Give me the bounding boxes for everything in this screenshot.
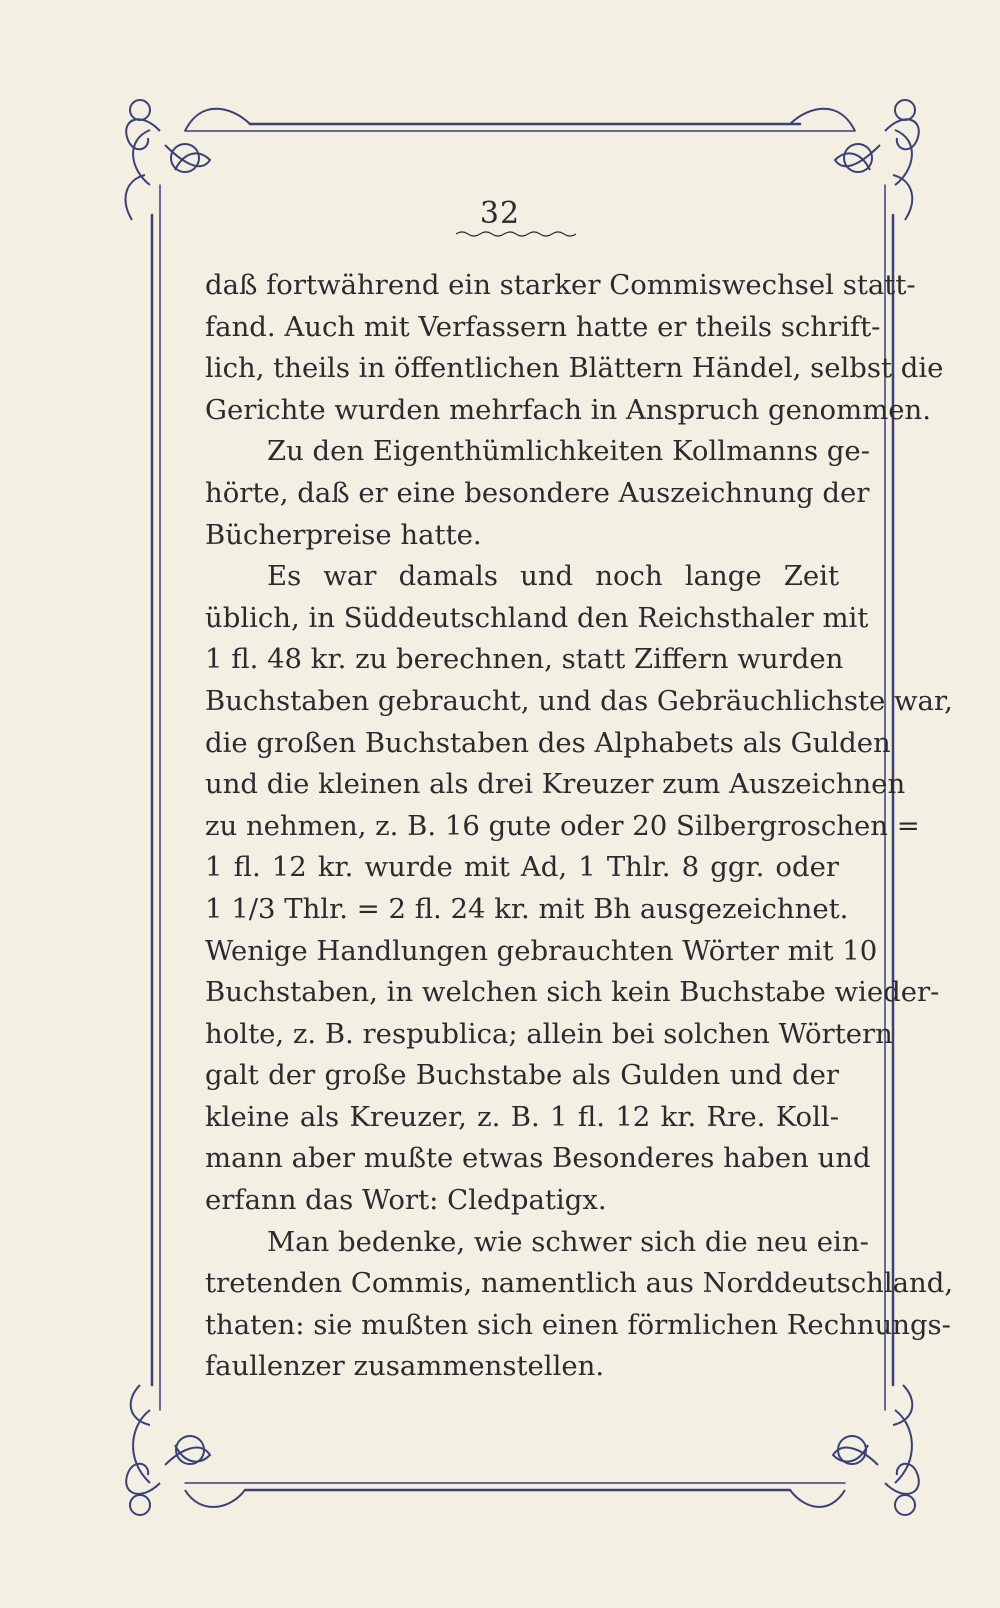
text-line: 1 fl. 48 kr. zu berechnen, statt Ziffern wurden — [205, 643, 844, 676]
page-number-flourish — [456, 232, 576, 236]
body-text — [205, 265, 954, 1388]
text-line: hörte, daß er eine besondere Auszeichnung der — [205, 476, 870, 509]
text-line: tretenden Commis, namentlich aus Norddeutschland, — [205, 1267, 954, 1300]
page-number: 32 — [479, 196, 521, 231]
text-line: Es war damals und noch lange Zeit — [267, 560, 839, 593]
text-line: lich, theils in öffentlichen Blättern Händel, selbst die — [205, 352, 944, 385]
text-line: 1 1/3 Thlr. = 2 fl. 24 kr. mit Bh ausgezeichnet. — [205, 892, 849, 925]
text-line: und die kleinen als drei Kreuzer zum Auszeichnen — [205, 768, 906, 801]
text-line: zu nehmen, z. B. 16 gute oder 20 Silbergroschen = — [205, 809, 920, 842]
text-line: Zu den Eigenthümlichkeiten Kollmanns ge- — [267, 435, 870, 468]
corner-ornament-bottom-left — [126, 1385, 245, 1515]
text-line: mann aber mußte etwas Besonderes haben und — [205, 1142, 871, 1175]
text-line: 1 fl. 12 kr. wurde mit Ad, 1 Thlr. 8 ggr. oder — [205, 851, 839, 884]
text-line: fand. Auch mit Verfassern hatte er theils schrift- — [205, 310, 881, 343]
corner-ornament-bottom-right — [790, 1385, 919, 1515]
text-line: holte, z. B. respublica; allein bei solchen Wörtern — [205, 1017, 893, 1050]
text-line: galt der große Buchstabe als Gulden und der — [205, 1059, 839, 1092]
text-line: Man bedenke, wie schwer sich die neu ein- — [267, 1225, 869, 1258]
text-line: thaten: sie mußten sich einen förmlichen Rechnungs- — [205, 1308, 951, 1341]
text-line: Buchstaben gebraucht, und das Gebräuchlichste war, — [205, 684, 953, 717]
text-line: üblich, in Süddeutschland den Reichsthaler mit — [205, 601, 869, 634]
text-line: die großen Buchstaben des Alphabets als Gulden — [205, 726, 891, 759]
text-line: daß fortwährend ein starker Commiswechsel statt- — [205, 269, 916, 301]
text-line: kleine als Kreuzer, z. B. 1 fl. 12 kr. Rre. Koll- — [205, 1100, 839, 1133]
text-line: Buchstaben, in welchen sich kein Buchstabe wieder- — [205, 976, 940, 1009]
text-line: Bücherpreise hatte. — [205, 518, 482, 551]
text-line: Gerichte wurden mehrfach in Anspruch genommen. — [205, 393, 931, 426]
text-line: erfann das Wort: Cledpatigx. — [205, 1184, 607, 1217]
text-line: faullenzer zusammenstellen. — [205, 1350, 605, 1383]
text-line: Wenige Handlungen gebrauchten Wörter mit 10 — [205, 934, 878, 967]
